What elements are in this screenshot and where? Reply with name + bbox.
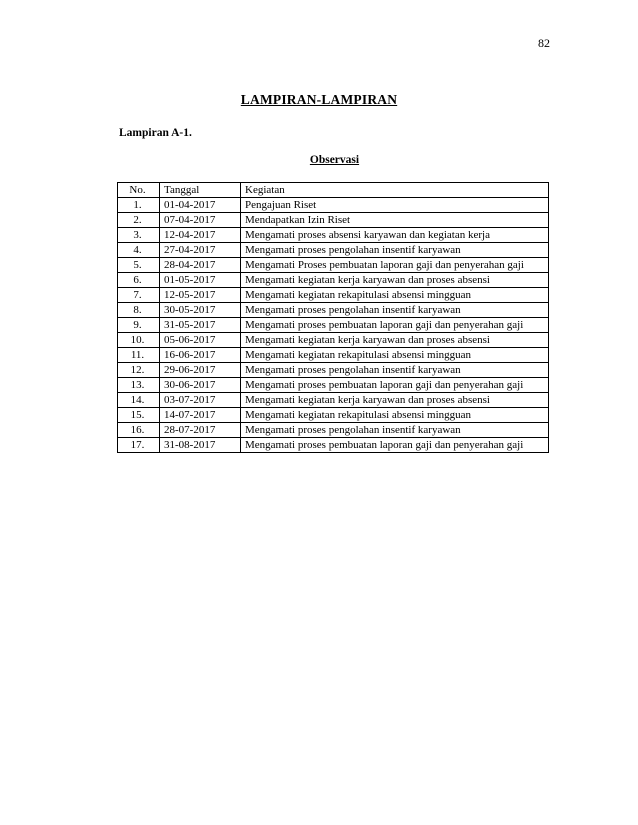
cell-activity: Mengamati proses pengolahan insentif karyawan bbox=[241, 303, 549, 318]
cell-no: 9. bbox=[118, 318, 160, 333]
table-row bbox=[118, 318, 549, 333]
cell-no: 5. bbox=[118, 258, 160, 273]
table-row bbox=[118, 333, 549, 348]
table-row bbox=[118, 258, 549, 273]
cell-date: 30-06-2017 bbox=[160, 378, 241, 393]
cell-date: 07-04-2017 bbox=[160, 213, 241, 228]
table-caption: Observasi bbox=[309, 154, 360, 166]
cell-activity: Mengamati proses pembuatan laporan gaji dan penyerahan gaji bbox=[241, 378, 549, 393]
cell-activity: Mengamati proses pengolahan insentif karyawan bbox=[241, 423, 549, 438]
cell-no: 14. bbox=[118, 393, 160, 408]
table-row bbox=[118, 288, 549, 303]
cell-activity: Mendapatkan Izin Riset bbox=[241, 213, 549, 228]
cell-activity: Mengamati kegiatan kerja karyawan dan proses absensi bbox=[241, 393, 549, 408]
table-row bbox=[118, 213, 549, 228]
cell-date: 05-06-2017 bbox=[160, 333, 241, 348]
table-row bbox=[118, 363, 549, 378]
cell-activity: Mengamati kegiatan rekapitulasi absensi mingguan bbox=[241, 408, 549, 423]
table-row bbox=[118, 423, 549, 438]
cell-activity: Mengamati kegiatan rekapitulasi absensi mingguan bbox=[241, 288, 549, 303]
table-row bbox=[118, 393, 549, 408]
cell-no: 17. bbox=[118, 438, 160, 453]
table-row bbox=[118, 303, 549, 318]
cell-activity: Pengajuan Riset bbox=[241, 198, 549, 213]
cell-no: 16. bbox=[118, 423, 160, 438]
page-number: 82 bbox=[538, 36, 550, 50]
cell-date: 01-05-2017 bbox=[160, 273, 241, 288]
cell-no: 7. bbox=[118, 288, 160, 303]
cell-date: 31-05-2017 bbox=[160, 318, 241, 333]
cell-date: 16-06-2017 bbox=[160, 348, 241, 363]
cell-date: 30-05-2017 bbox=[160, 303, 241, 318]
cell-no: 2. bbox=[118, 213, 160, 228]
observation-table bbox=[117, 182, 549, 453]
cell-no: 3. bbox=[118, 228, 160, 243]
cell-date: 28-07-2017 bbox=[160, 423, 241, 438]
table-row bbox=[118, 438, 549, 453]
cell-date: 12-05-2017 bbox=[160, 288, 241, 303]
cell-date: 03-07-2017 bbox=[160, 393, 241, 408]
table-row bbox=[118, 348, 549, 363]
table-row bbox=[118, 378, 549, 393]
header-activity: Kegiatan bbox=[241, 183, 549, 198]
cell-no: 15. bbox=[118, 408, 160, 423]
cell-no: 12. bbox=[118, 363, 160, 378]
cell-date: 31-08-2017 bbox=[160, 438, 241, 453]
cell-activity: Mengamati proses absensi karyawan dan kegiatan kerja bbox=[241, 228, 549, 243]
cell-activity: Mengamati proses pengolahan insentif karyawan bbox=[241, 363, 549, 378]
table-row bbox=[118, 408, 549, 423]
cell-date: 28-04-2017 bbox=[160, 258, 241, 273]
cell-activity: Mengamati kegiatan kerja karyawan dan proses absensi bbox=[241, 273, 549, 288]
cell-activity: Mengamati kegiatan rekapitulasi absensi mingguan bbox=[241, 348, 549, 363]
cell-activity: Mengamati proses pembuatan laporan gaji dan penyerahan gaji bbox=[241, 438, 549, 453]
cell-no: 10. bbox=[118, 333, 160, 348]
table-row bbox=[118, 228, 549, 243]
cell-no: 8. bbox=[118, 303, 160, 318]
table-row bbox=[118, 198, 549, 213]
cell-date: 27-04-2017 bbox=[160, 243, 241, 258]
cell-date: 14-07-2017 bbox=[160, 408, 241, 423]
cell-activity: Mengamati kegiatan kerja karyawan dan proses absensi bbox=[241, 333, 549, 348]
cell-activity: Mengamati proses pembuatan laporan gaji dan penyerahan gaji bbox=[241, 318, 549, 333]
table-body bbox=[118, 198, 549, 453]
table-row bbox=[118, 273, 549, 288]
table-row bbox=[118, 243, 549, 258]
cell-activity: Mengamati Proses pembuatan laporan gaji dan penyerahan gaji bbox=[241, 258, 549, 273]
appendix-label: Lampiran A-1. bbox=[119, 127, 192, 139]
cell-no: 4. bbox=[118, 243, 160, 258]
header-date: Tanggal bbox=[160, 183, 241, 198]
cell-no: 1. bbox=[118, 198, 160, 213]
page-title: LAMPIRAN-LAMPIRAN bbox=[240, 92, 398, 107]
cell-no: 13. bbox=[118, 378, 160, 393]
header-no: No. bbox=[118, 183, 160, 198]
cell-date: 12-04-2017 bbox=[160, 228, 241, 243]
cell-activity: Mengamati proses pengolahan insentif karyawan bbox=[241, 243, 549, 258]
table-header-row bbox=[118, 183, 549, 198]
cell-date: 29-06-2017 bbox=[160, 363, 241, 378]
cell-date: 01-04-2017 bbox=[160, 198, 241, 213]
cell-no: 6. bbox=[118, 273, 160, 288]
cell-no: 11. bbox=[118, 348, 160, 363]
